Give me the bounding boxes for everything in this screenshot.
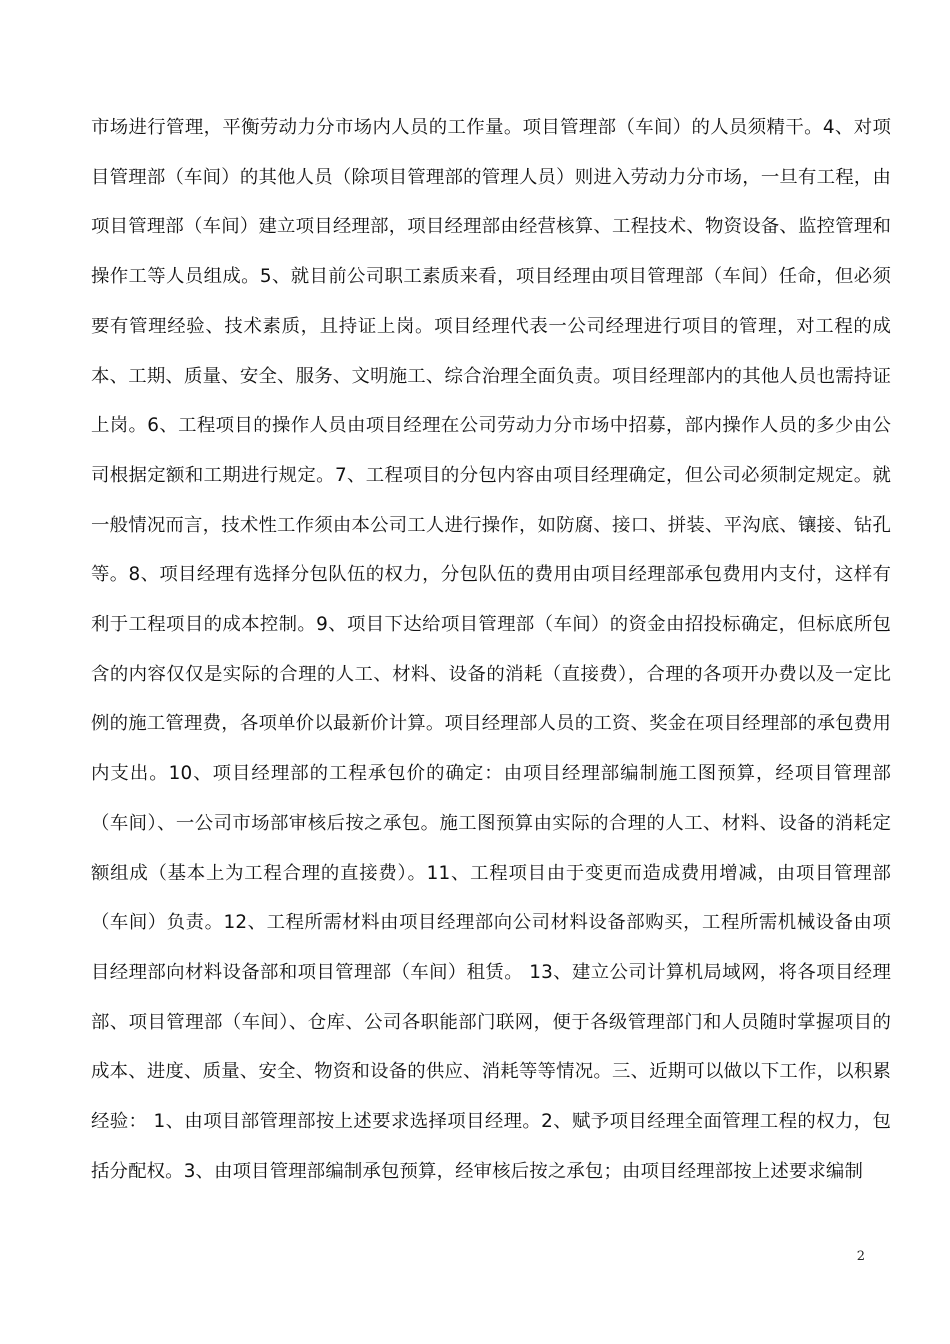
- body-paragraph: 市场进行管理，平衡劳动力分市场内人员的工作量。项目管理部（车间）的人员须精干。4、对项目管理部（车间）的其他人员（除项目管理部的管理人员）则进入劳动力分市场，一旦有工程，由项目管理部（车间）建立项目经理部，项目经理部由经营核算、工程技术、物资设备、监控管理和操作工等人员组成。5、就目前公司职工素质来看，项目经理由项目管理部（车间）任命，但必须要有管理经验、技术素质，且持证上岗。项目经理代表一公司经理进行项目的管理，对工程的成本、工期、质量、安全、服务、文明施工、综合治理全面负责。项目经理部内的其他人员也需持证上岗。6、工程项目的操作人员由项目经理在公司劳动力分市场中招募，部内操作人员的多少由公司根据定额和工期进行规定。7、工程项目的分包内容由项目经理确定，但公司必须制定规定。就一般情况而言，技术性工作须由本公司工人进行操作，如防腐、接口、拼装、平沟底、镶接、钻孔等。8、项目经理有选择分包队伍的权力，分包队伍的费用由项目经理部承包费用内支付，这样有利于工程项目的成本控制。9、项目下达给项目管理部（车间）的资金由招投标确定，但标底所包含的内容仅仅是实际的合理的人工、材料、设备的消耗（直接费），合理的各项开办费以及一定比例的施工管理费，各项单价以最新价计算。项目经理部人员的工资、奖金在项目经理部的承包费用内支出。10、项目经理部的工程承包价的确定：由项目经理部编制施工图预算，经项目管理部（车间）、一公司市场部审核后按之承包。施工图预算由实际的合理的人工、材料、设备的消耗定额组成（基本上为工程合理的直接费）。11、工程项目由于变更而造成费用增减，由项目管理部（车间）负责。12、工程所需材料由项目经理部向公司材料设备部购买，工程所需机械设备由项目经理部向材料设备部和项目管理部（车间）租赁。 13、建立公司计算机局域网，将各项目经理部、项目管理部（车间）、仓库、公司各职能部门联网，便于各级管理部门和人员随时掌握项目的成本、进度、质量、安全、物资和设备的供应、消耗等等情况。三、近期可以做以下工作，以积累经验： 1、由项目部管理部按上述要求选择项目经理。2、赋予项目经理全面管理工程的权力，包括分配权。3、由项目管理部编制承包预算，经审核后按之承包；由项目经理部按上述要求编制: [91, 117, 891, 1182]
- page-number: 2: [856, 1249, 865, 1264]
